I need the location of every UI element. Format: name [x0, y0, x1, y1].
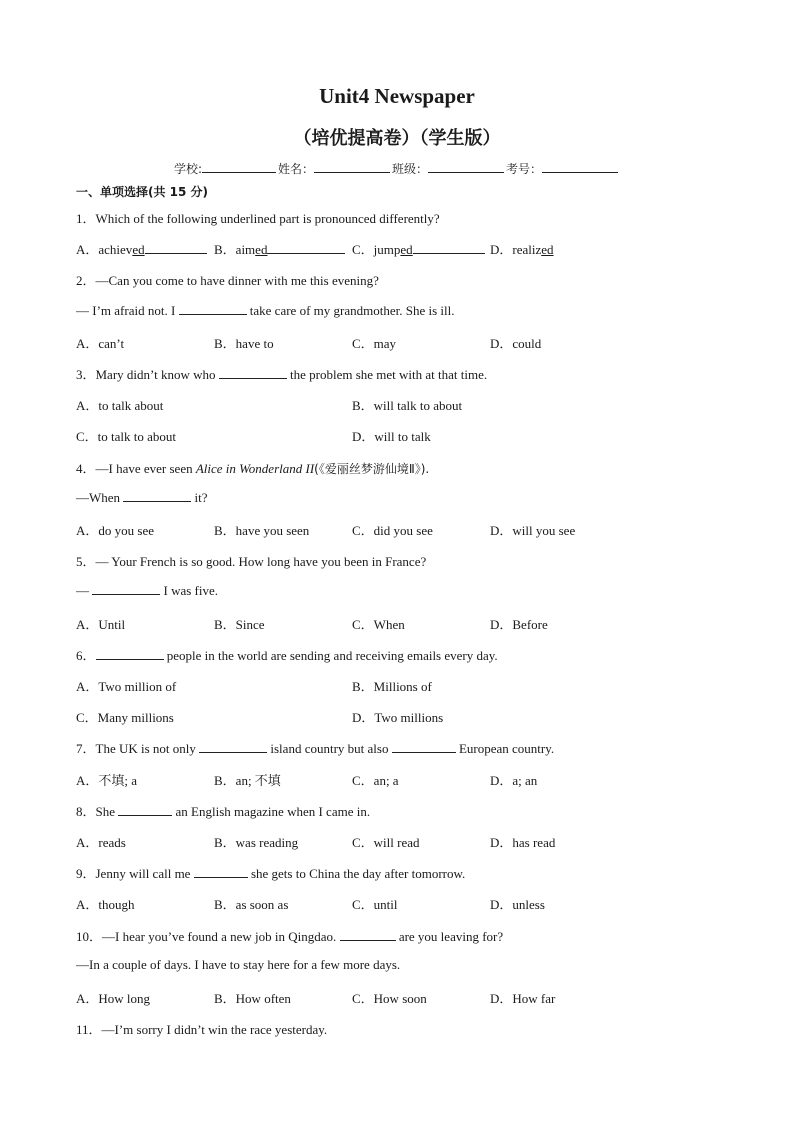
question-1-option-b: B．aimed — [214, 239, 345, 258]
question-5-line2: — I was five. — [76, 583, 219, 598]
question-2-stem: 2．—Can you come to have dinner with me this evening? — [76, 273, 379, 288]
question-7-stem: 7．The UK is not only island country but also European country. — [76, 741, 555, 756]
answer-blank[interactable] — [179, 302, 247, 315]
question-2-option-d: D．could — [490, 336, 542, 351]
exam-title: Unit4 Newspaper — [319, 84, 475, 108]
section-heading: 一、单项选择(共 15 分) — [76, 185, 209, 199]
question-5-stem: 5．— Your French is so good. How long have you been in France? — [76, 554, 427, 569]
number-blank[interactable] — [542, 160, 618, 173]
question-7-option-d: D．a; an — [490, 773, 538, 788]
name-blank[interactable] — [314, 160, 390, 173]
student-info-line — [0, 160, 794, 177]
answer-blank[interactable] — [118, 803, 172, 816]
question-3-option-b: B．will talk to about — [352, 398, 463, 413]
question-10-option-a: A．How long — [76, 991, 151, 1006]
question-3-option-a: A．to talk about — [76, 398, 164, 413]
question-3-option-c: C．to talk to about — [76, 429, 177, 444]
question-9-stem: 9．Jenny will call me she gets to China the day after tomorrow. — [76, 866, 466, 881]
question-1-option-a: A．achieved — [76, 239, 207, 258]
class-blank[interactable] — [428, 160, 504, 173]
question-8-option-d: D．has read — [490, 835, 556, 850]
exam-subtitle: （培优提高卷）（学生版） — [293, 128, 501, 149]
question-10-line2: —In a couple of days. I have to stay here for a few more days. — [76, 957, 401, 972]
answer-blank[interactable] — [92, 582, 160, 595]
number-label: 考号： — [506, 162, 543, 176]
answer-blank[interactable] — [96, 647, 164, 660]
question-5-option-c: C．When — [352, 617, 405, 632]
question-5-option-b: B．Since — [214, 617, 265, 632]
question-11-stem: 11．—I’m sorry I didn’t win the race yesterday. — [76, 1022, 328, 1037]
question-1-option-c: C．jumped — [352, 239, 485, 258]
answer-blank[interactable] — [392, 740, 456, 753]
answer-blank[interactable] — [194, 865, 248, 878]
question-7-option-c: C．an; a — [352, 773, 399, 788]
question-6-option-b: B．Millions of — [352, 679, 432, 694]
question-10-option-d: D．How far — [490, 991, 556, 1006]
question-8-option-b: B．was reading — [214, 835, 299, 850]
answer-blank[interactable] — [219, 366, 287, 379]
question-7-option-b: B．an; 不填 — [214, 773, 281, 788]
answer-blank[interactable] — [199, 740, 267, 753]
question-4-option-d: D．will you see — [490, 523, 576, 538]
question-10-option-b: B．How often — [214, 991, 291, 1006]
question-4-option-b: B．have you seen — [214, 523, 310, 538]
question-4-option-c: C．did you see — [352, 523, 433, 538]
question-8-option-a: A．reads — [76, 835, 126, 850]
question-7-option-a: A．不填; a — [76, 773, 138, 788]
question-9-option-c: C．until — [352, 897, 398, 912]
question-3-stem: 3．Mary didn’t know who the problem she met with at that time. — [76, 367, 488, 382]
question-1-option-d: D．realized — [490, 242, 554, 257]
question-8-option-c: C．will read — [352, 835, 420, 850]
answer-blank[interactable] — [123, 489, 191, 502]
question-5-option-d: D．Before — [490, 617, 548, 632]
question-4-stem: 4．—I have ever seen Alice in Wonderland II(《爱丽丝梦游仙境Ⅱ》). — [76, 461, 430, 476]
question-10-stem: 10．—I hear you’ve found a new job in Qingdao. are you leaving for? — [76, 929, 504, 944]
question-2-option-a: A．can’t — [76, 336, 125, 351]
question-6-option-a: A．Two million of — [76, 679, 177, 694]
question-3-option-d: D．will to talk — [352, 429, 431, 444]
question-6-option-c: C．Many millions — [76, 710, 174, 725]
question-6-option-d: D．Two millions — [352, 710, 444, 725]
question-2-option-c: C．may — [352, 336, 397, 351]
question-9-option-a: A．though — [76, 897, 135, 912]
school-label: 学校: — [173, 162, 202, 176]
question-1-stem: 1．Which of the following underlined part is pronounced differently? — [76, 211, 440, 226]
question-4-option-a: A．do you see — [76, 523, 154, 538]
school-blank[interactable] — [202, 160, 276, 173]
class-label: 班级： — [392, 162, 429, 176]
question-4-line2: —When it? — [76, 490, 208, 505]
question-8-stem: 8．She an English magazine when I came in. — [76, 804, 371, 819]
answer-blank[interactable] — [340, 928, 396, 941]
question-2-line2: — I’m afraid not. I take care of my grandmother. She is ill. — [76, 303, 455, 318]
question-6-stem: 6． people in the world are sending and receiving emails every day. — [76, 648, 498, 663]
question-10-option-c: C．How soon — [352, 991, 427, 1006]
question-5-option-a: A．Until — [76, 617, 126, 632]
question-9-option-b: B．as soon as — [214, 897, 289, 912]
question-9-option-d: D．unless — [490, 897, 545, 912]
question-2-option-b: B．have to — [214, 336, 274, 351]
name-label: 姓名： — [278, 162, 315, 176]
